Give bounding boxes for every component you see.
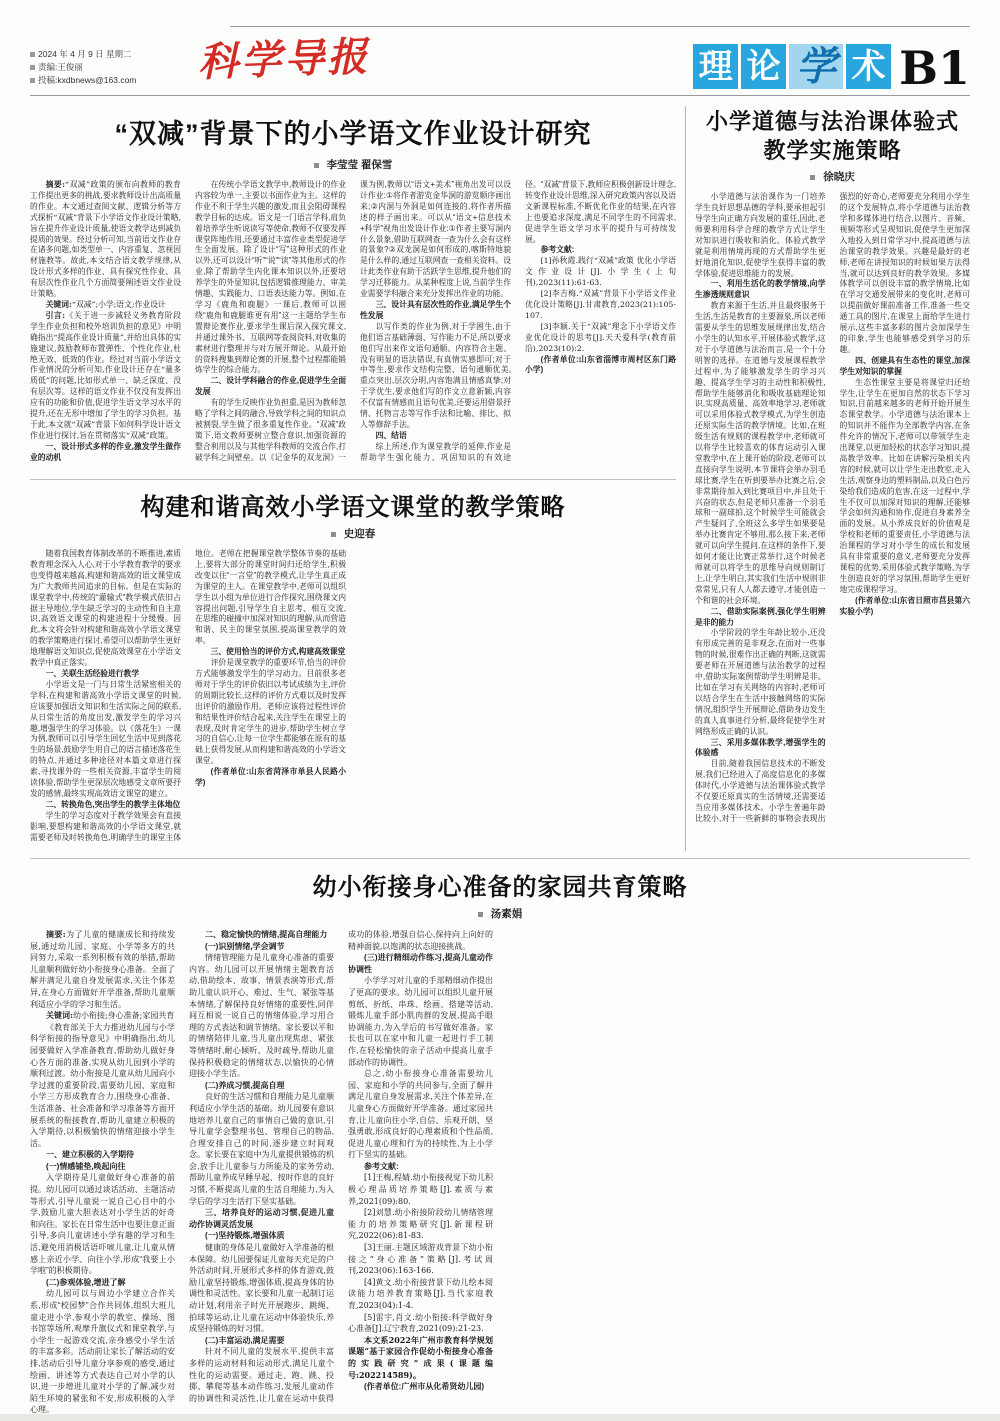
author-names: 汤素娟 bbox=[490, 908, 523, 920]
header-meta bbox=[30, 48, 180, 91]
paragraph: 小学道德与法治课作为一门培养学生良好思想品德的学科,要承担起引导学生向正确方向发展的重任,因此,老师要利用科学合理的教学方式让学生对知识进行吸收和消化。体验式教学就是利用情境再现的方式帮助学生更好地消化知识,促使学生获得丰富的教学体验,促进思维能力的发展。 bbox=[695, 192, 826, 278]
article-byline bbox=[30, 526, 676, 541]
byline-marker-icon bbox=[810, 175, 815, 180]
bullet-icon bbox=[30, 78, 35, 83]
section-heading: 三、培养良好的运动习惯,促进儿童动作协调灵活发展 bbox=[189, 1208, 334, 1229]
paragraph: 关键词:幼小衔接;身心准备;家园共育 bbox=[46, 1010, 175, 1021]
paragraph: 评价是课堂教学的重要环节,恰当的评价方式能够激发学生的学习动力。目前很多老师对于学生的评价依旧以考试成绩为主,评价的周期比较长,这样的评价方式难以及时发挥出评价的激励作用。老师应该将过程性评价和结果性评价结合起来,关注学生在课堂上的表现,及时肯定学生的进步,帮助学生树立学习的自信心,让每一位学生都能够在原有的基础上获得发展,从而构建和谐高效的小学语文课堂。 bbox=[195, 658, 346, 766]
title-line-1: 小学道德与法治课体验式 bbox=[705, 109, 959, 134]
paragraph: 情绪管理能力是儿童身心准备的重要内容。幼儿园可以开展情绪主题教育活动,借助绘本、故事、情景表演等形式,帮助儿童认识开心、难过、生气、紧张等基本情绪,了解保持良好情绪的重要性,同伴间互相说一说自己的情绪体验,学习用合理的方式表达和调节情绪。家长要以平和的情绪陪伴儿童,当儿童出现焦虑、紧张等情绪时,耐心倾听、及时疏导,帮助儿童保持积极稳定的情绪状态,以愉快的心情迎接小学生活。 bbox=[189, 953, 334, 1079]
masthead-logo: 科学导报 bbox=[197, 33, 371, 86]
section-heading: 一、建立积极的入学期待 bbox=[46, 1150, 134, 1160]
paragraph: [3]王丽.主题区域游戏背景下幼小衔接之“身心准备”策略[J].考试周刊,2023(06):163-166. bbox=[348, 1243, 493, 1276]
paragraph: 教育来源于生活,并且最终服务于生活,生活是教育的主要源泉,所以老师需要从学生的思维发展规律出发,结合小学生的认知水平,开展体验式教学,这对于小学道德与法治而言,是一个十分明智的选择。在道德与发展课程教学过程中,为了能够激发学生的学习兴趣、提高学生学习的主动性和积极性,帮助学生能够消化和吸收基础理论知识,实现高质量、高效率地学习,老师就可以采用体验式教学模式,为学生创造还原实际生活的教学情境。比如,在班级生活有规则的课程教学中,老师就可以将学生比较喜欢的体育运动引入课堂教学中,在上课开始的阶段,老师可以直接向学生说明,本节课将会举办羽毛球比赛,学生在听到要举办比赛之后,会非常期待加入到比赛项目中,并且处于兴奋的状态,但是老师只准备一个羽毛球和一副球拍,这个时候学生可能就会产生疑问了,全班这么多学生如果要是举办比赛肯定不够用,那么接下来,老师就可以向学生提问,在这样的条件下,要如何才能让比赛正常举行,这个时候老师就可以将学生的思维导向规则制订上,让学生明白,其实我们生活中规则非常常见,只有人人都去遵守,才能创造一个和谐的社会环境。 bbox=[695, 301, 826, 605]
editor-line bbox=[30, 61, 180, 74]
section-heading: 一、关联生活经验进行教学 bbox=[45, 668, 140, 678]
section-tile: 理 bbox=[693, 44, 738, 89]
paragraph: [4]黄文.幼小衔接背景下幼儿绘本阅读能力培养教育策略[J].当代家庭教育,2023(04):1-4. bbox=[348, 1277, 493, 1310]
submit-email-text: 投稿:kxdbnews@163.com bbox=[38, 75, 137, 85]
section-heading: (二)养成习惯,提高自理 bbox=[205, 1080, 285, 1090]
article-byline bbox=[30, 906, 970, 921]
upper-zone bbox=[30, 102, 970, 851]
paragraph: 本文系2022年广州市教育科学规划课题“基于家园合作促幼小衔接身心准备的实践研究”成果(课题编号:202214589)。 bbox=[348, 1334, 493, 1380]
article-morality-law bbox=[695, 108, 970, 834]
paragraph: 幼儿园可以与周边小学建立合作关系,形成“校园梦”合作共同体,组织大班儿童走进小学,参观小学的教室、操场、图书馆等场所,观摩升旗仪式和课堂教学,与小学生一起游戏交流,亲身感受小学生活的丰富多彩。活动前让家长了解活动的安排,活动后引导儿童分享参观的感受,通过绘画、讲述等方式表达自己对小学的认识,进一步增进儿童对小学的了解,减少对陌生环境的紧张和不安,形成积极的入学心理。 bbox=[30, 1289, 175, 1415]
paragraph: (作者单位:山东省日照市莒县第六实验小学) bbox=[839, 595, 970, 616]
paragraph: (作者单位:山东省淄博市周村区东门路小学) bbox=[525, 354, 676, 375]
paragraph: 关键词:“双减”;小学;语文;作业设计 bbox=[45, 299, 166, 309]
byline-marker-icon bbox=[478, 912, 483, 917]
section-heading: 参考文献: bbox=[364, 1161, 399, 1171]
section-heading: 一、利用生活化的教学情境,向学生渗透规则意识 bbox=[695, 279, 826, 300]
date-text: 2024 年 4 月 9 日 星期二 bbox=[38, 49, 132, 59]
paragraph: 针对不同儿童的发展水平,提供丰富多样的运动材料和运动形式,满足儿童个性化的运动需要。通过走、跑、跳、投掷、攀爬等基本动作练习,发展儿童动作的协调性和灵活性,让儿童在运动中获得成功的体验,增强自信心,保持向上向好的精神面貌,以饱满的状态迎接挑战。 bbox=[189, 930, 493, 1403]
section-heading: 二、稳定愉快的情绪,提高自理能力 bbox=[205, 930, 328, 939]
paragraph: 目前,随着我国信息技术的不断发展,我们已经进入了高度信息化的多媒体时代,小学道德与法治课体验式教学不仅要还原真实的生活情境,还需要适当应用多媒体技术。小学生普遍年龄比较小,对于一些新鲜的事物会表现出强烈的好奇心,老师要充分利用小学生的这个发展特点,将小学道德与法治教学和多媒体进行结合,以图片、音频、视频等形式呈现知识,促使学生更加深入地投入到日常学习中,提高道德与法治课堂的教学效果。兴趣是最好的老师,老师在讲授知识的时候如果方法得当,就可以达到良好的教学效果。多媒体教学可以创设丰富的教学情境,比如在学习交通发展带来的变化时,老师可以提前做好课前准备工作,准备一些交通工具的图片,在课堂上面给学生进行展示,这些丰富多彩的图片会加深学生的印象,学生也能够感受到学习的乐趣。 bbox=[695, 192, 970, 823]
section-heading: 四、创建具有生态性的课堂,加深学生对知识的掌握 bbox=[839, 355, 970, 376]
paragraph: [2]刘慧.幼小衔接阶段幼儿情绪管理能力的培养策略研究[J].新课程研究,2022(06):81-83. bbox=[348, 1208, 493, 1241]
byline-marker-icon bbox=[331, 532, 336, 537]
section-heading: (二)参观体验,增进了解 bbox=[46, 1277, 126, 1287]
author-names: 史迎春 bbox=[343, 528, 376, 540]
paragraph: 总之,幼小衔接身心准备需要幼儿园、家庭和小学的共同参与,全面了解并满足儿童自身发展需求,关注个体差异,在儿童身心方面做好开学准备。通过家园共育,让儿童向往小学,自信、乐观开朗、坚强勇敢,形成良好的心理素质和个性品质,促进儿童心理和行为的持续性,为上小学打下坚实的基础。 bbox=[348, 1069, 493, 1160]
article-title: 构建和谐高效小学语文课堂的教学策略 bbox=[140, 494, 566, 521]
section-banner bbox=[690, 40, 970, 95]
section-heading: (二)丰富运动,满足需要 bbox=[205, 1335, 285, 1345]
right-region bbox=[695, 102, 970, 851]
section-heading: 四、结语 bbox=[375, 430, 407, 440]
article-homework-design bbox=[30, 112, 676, 472]
article-body bbox=[30, 929, 970, 1421]
paragraph: 综上所述,作为课堂教学的延伸,作业是帮助学生强化能力、巩固知识的有效途径。“双减”背景下,教师应积极创新设计理念,转变作业设计思维,深入研究政策内容以及语文新课程标准,不断优化作业的结果,在内容上也要追求深度,满足不同学生的不同需求,促进学生语文学习水平的提升与可持续发展。 bbox=[360, 180, 676, 462]
paragraph: 随着我国教育体制改革的不断推进,素质教育理念深入人心,对于小学教育教学的要求也变得越来越高,构建和谐高效的语文课堂成为广大教师共同追求的目标。但是在实际的课堂教学中,传统的“灌输式”教学模式依旧占据主导地位,学生缺乏学习的主动性和自主意识,高效语文课堂的构建进程十分缓慢。因此,本文将会针对构建和谐高效小学语文课堂的教学策略进行探讨,希望可以帮助学生更好地理解语文知识点,促使高效课堂在小学语文教学中真正落实。 bbox=[30, 549, 181, 668]
paragraph: 《教育部关于大力推进幼儿园与小学科学衔接的指导意见》中明确指出,幼儿园要做好入学准备教育,帮助幼儿做好身心各方面的准备,实现从幼儿园到小学的顺利过渡。幼小衔接是儿童从幼儿园向小学过渡的重要阶段,需要幼儿园、家庭和小学三方形成教育合力,围绕身心准备、生活准备、社会准备和学习准备等方面开展系统的衔接教育,帮助儿童建立积极的入学期待,以积极愉快的情绪迎接小学生活。 bbox=[30, 1022, 175, 1148]
title-line-2: 教学实施策略 bbox=[763, 137, 902, 163]
paragraph: 学生的学习态度对于教学效果会有直接影响,要想构建和谐高效的小学语文课堂,就需要老师及时转换角色,明确学生的课堂主体地位。老师在把握课堂教学整体节奏的基础上,要将大部分的课堂时间归还给学生,积极改变以往“一言堂”的教学模式,让学生真正成为课堂的主人。在课堂教学中,老师可以组织学生以小组为单位进行合作探究,围绕课文内容提出问题,引导学生自主思考、相互交流,在思维的碰撞中加深对知识的理解,从而营造和谐、民主的课堂氛围,提高课堂教学的效率。 bbox=[30, 549, 346, 842]
section-heading: 三、设计具有层次性的作业,满足学生个性发展 bbox=[360, 299, 511, 320]
paragraph: [1]王梅,程婧.幼小衔接视觉下幼儿积极心理品质培养策略[J].素质与素养,2021(09):80. bbox=[348, 1173, 493, 1206]
article-kindergarten-transition bbox=[30, 867, 970, 1421]
paragraph: [1]孙秋霞.践行“双减”政策 优化小学语文作业设计[J].小学生(上旬刊),2023(11):61-63. bbox=[525, 256, 676, 288]
section-tile: 术 bbox=[846, 44, 891, 89]
article-body bbox=[30, 549, 676, 851]
section-heading: 参考文献: bbox=[540, 245, 575, 255]
article-body bbox=[30, 180, 676, 472]
section-tile-art: 学 bbox=[789, 44, 843, 89]
paragraph: 小学语文是一门与日常生活紧密相关的学科,在构建和谐高效小学语文课堂的时候,应该要加强语文知识和生活实际之间的联系,从日常生活的角度出发,激发学生的学习兴趣,增强学生的学习体验。以《落花生》一课为例,教师可以引导学生回忆生活中见到落花生的场景,鼓励学生用自己的语言描述落花生的特点,并通过多种途径对本篇文章进行探索,寻找课外的一些相关资源,丰富学生的阅读体验,帮助学生更深层次地感受文章所要抒发的感情,最终实现高效语文课堂的建立。 bbox=[30, 679, 181, 798]
paragraph: 摘要:“双减”政策的颁布向教师的教育工作提出更多的挑战,要求教师设计出高质量的作业。本文通过查阅文献、逻辑分析等方式探析“双减”背景下小学语文作业设计策略,旨在提升作业设计质量,使语文教学达到减负提质的效果。经过分析可知,当前语文作业存在诸多问题,如类型单一、内容重复、忽视因材施教等。故此,本文结合语文教学规律,从设计形式多样的作业、具有探究性作业、具有层次性作业几个方面简要阐述语文作业设计策略。 bbox=[30, 180, 181, 299]
author-names: 徐晓庆 bbox=[823, 171, 855, 184]
paragraph: 健康的身体是儿童做好入学准备的根本保障。幼儿园要保证儿童每天充足的户外活动时间,开展形式多样的体育游戏,鼓励儿童坚持锻炼,增强体质,提高身体的协调性和灵活性。家长要和儿童一起制订运动计划,利用亲子时光开展跑步、跳绳、拍球等运动,让儿童在运动中体验快乐,养成坚持锻炼的好习惯。 bbox=[189, 1243, 334, 1334]
section-heading: (一)坚持锻炼,增强体质 bbox=[205, 1231, 285, 1241]
paragraph: 在传统小学语文教学中,教师设计的作业内容较为单一,主要以书面作业为主。这样的作业不利于学生兴趣的激发,而且会阻碍课程教学目标的达成。语文是一门语言学科,肩负着培养学生听说读写等使命,教师不仅要发挥课堂阵地作用,还要通过丰富作业类型促进学生全面发展。除了设计“写”这种形式的作业以外,还可以设计“听”“说”“读”等其他形式的作业,除了帮助学生内化课本知识以外,还要培养学生的外显知识,包括逻辑推理能力、审美情趣、实践能力、口语表达能力等。例如,在学习《鹿角和鹿腿》一课后,教师可以围绕“鹿角和鹿腿谁更有用”这一主题给学生布置辩论赛作业,要求学生课后深入探究课文,并通过课外书、互联网等查阅资料,对收集的素材进行整理并与对方展开辩论。从最开始的资料搜集到辩论赛的开展,整个过程都能锻炼学生的综合能力。 bbox=[195, 180, 346, 375]
paragraph: [3]李颖.关于“双减”理念下小学语文作业优化设计的思考[J].天天爱科学(教育前沿),2023(10):2. bbox=[525, 321, 676, 353]
section-heading: 二、借助实际案例,强化学生明辨是非的能力 bbox=[695, 606, 826, 627]
byline-marker-icon bbox=[314, 163, 319, 168]
section-heading: 二、转换角色,突出学生的教学主体地位 bbox=[45, 799, 181, 809]
article-body bbox=[695, 192, 970, 834]
submit-line bbox=[30, 74, 180, 87]
bullet-icon bbox=[30, 65, 35, 70]
paragraph: 小学学习对儿童的手部精细动作提出了更高的要求。幼儿园可以组织儿童开展剪纸、折纸、串珠、绘画、搭建等活动,锻炼儿童手部小肌肉群的发展,提高手眼协调能力,为入学后的书写做好准备。家长也可以在家中和儿童一起进行手工制作,在轻松愉快的亲子活动中提高儿童手部动作的协调性。 bbox=[348, 976, 493, 1067]
paragraph: [5]雷宇,肖文.幼小衔接:科学做好身心准备[J].辽宁教育,2021(09):21-23. bbox=[348, 1312, 493, 1334]
zone-divider-rule bbox=[30, 858, 970, 859]
paragraph: 引言:《关于进一步减轻义务教育阶段学生作业负担和校外培训负担的意见》中明确指出“提高作业设计质量”,并给出具体的实施建议,鼓励教师布置弹性、个性化作业,杜绝无效、低效的作业。经过对当前小学语文作业情况的分析可知,作业设计还存在“量多质低”的问题,比如形式单一、缺乏深度、没有层次等。这样的语文作业不仅没有发挥出应有的功能和价值,促进学生语文学习水平的提升,还在无形中增加了学生的学习负担。基于此,本文就“双减”背景下如何科学设计语文作业进行探讨,旨在贯彻落实“双减”政策。 bbox=[30, 310, 181, 440]
bullet-icon bbox=[30, 52, 35, 57]
article-byline bbox=[695, 169, 970, 184]
paragraph: 以写作类的作业为例,对于学困生,由于他们语言基础薄弱、写作能力不足,所以要求他们写出来作文语句通顺、内容符合主题、没有明显的语法错误,有真情实感即可;对于中等生,要求作文结构完整、语句通顺优美,重点突出,层次分明,内容饱满且情感真挚;对于学优生,要求他们写的作文立意新颖,内容不仅富有情感而且语句优美,还要运用借景抒情、托物言志等写作手法和比喻、排比、拟人等修辞手法。 bbox=[360, 321, 511, 429]
section-heading: 一、设计形式多样的作业,激发学生做作业的动机 bbox=[30, 441, 181, 462]
paragraph: 良好的生活习惯和自理能力是儿童顺利适应小学生活的基础。幼儿园要有意识地培养儿童自己的事情自己做的意识,引导儿童学会整理书包、管理自己的物品,合理安排自己的时间,逐步建立时间观念。家长要在家庭中为儿童提供锻炼的机会,放手让儿童参与力所能及的家务劳动,帮助儿童养成早睡早起、按时作息的良好习惯,不断提高儿童的生活自理能力,为入学后的学习生活打下坚实基础。 bbox=[189, 1092, 334, 1206]
article-harmonious-classroom bbox=[30, 487, 676, 851]
section-heading: 三、采用多媒体教学,增强学生的体验感 bbox=[695, 737, 826, 758]
paragraph: 有的学生反映作业负担重,是因为教师忽略了学科之间的融合,导致学科之间的知识点被割裂,学生做了很多重复性作业。“双减”政策下,语文教师要树立整合意识,加强资源的整合利用以及与其他学科教师的交流合作,打破学科之间壁垒。以《记金华的双龙洞》一课为例,教师以“语文+美术”视角出发可以设计作业:①将作者游览金华洞的游览顺序画出来;②内洞与外洞是如何连接的,将作者所描述的样子画出来。可以从“语文+信息技术+科学”视角出发设计作业:①作者主要写洞内什么景象,借助互联网查一查为什么会有这样的景象?②双龙洞是如何形成的,喀斯特地貌是什么样的,通过互联网查一查相关资料。设计此类作业有助于活跃学生思维,提升他们的学习迁移能力。从某种程度上说,当前学生作业需要学科融合来充分发挥出作业的功能。 bbox=[195, 180, 511, 462]
paragraph: [2]李吉梅.“双减”背景下小学语文作业优化设计策略[J].甘肃教育,2023(21):105-107. bbox=[525, 289, 676, 320]
paragraph: 摘要:为了儿童的健康成长和持续发展,通过幼儿园、家庭、小学等多方的共同努力,采取一系列积极有效的举措,帮助儿童顺利做好幼小衔接身心准备。全面了解并满足儿童自身发展需求,关注个体差异,在身心方面做好开学准备,帮助儿童顺利适应小学的学习和生活。 bbox=[30, 929, 176, 1009]
paragraph: 生态性课堂主要是将课堂归还给学生,让学生在更加自然的状态下学习知识,目前越来越多的老师开始开展生态课堂教学。小学道德与法治课本上的知识并不能作为全部教学内容,在条件允许的情况下,老师可以带领学生走出课堂,以更加轻松的状态学习知识,提高教学效率。比如在讲解污染相关内容的时候,就可以让学生走出教室,走入生活,观察身边的塑料制品,以及白色污染给我们造成的危害,在这一过程中,学生不仅可以加深对知识的理解,还能够学会如何沟通和协作,促进自身素养全面的发展。从小养成良好的价值观是学校和老师的重要责任,小学道德与法治课程的学习对小学生的成长和发展具有非常重要的意义,老师要充分发挥课程的优势,采用体验式教学策略,为学生创造良好的学习氛围,帮助学生更好地完成课程学习。 bbox=[839, 377, 970, 594]
section-heading: (一)识别情绪,学会调节 bbox=[205, 941, 285, 951]
section-heading: (一)情感铺垫,唤起向往 bbox=[46, 1161, 126, 1171]
left-region bbox=[30, 102, 676, 851]
header-bottom-rule bbox=[30, 95, 970, 96]
paragraph: 小学阶段的学生年龄比较小,还没有形成完善的是非观念,在面对一些事物的时候,很难作出正确的判断,这就需要老师在开展道德与法治教学的过程中,借助实际案例帮助学生明辨是非。比如在学习有关网络的内容时,老师可以结合学生在生活中接触网络的实际情况,组织学生开展辩论,借助身边发生的真人真事进行分析,最终促使学生对网络形成正确的认识。 bbox=[695, 628, 826, 736]
paragraph: 入学期待是儿童做好身心准备的前提。幼儿园可以通过谈话活动、主题活动等形式,引导儿童说一说自己心目中的小学,鼓励儿童大胆表达对小学生活的好奇和向往。家长在日常生活中也要注意正面引导,多向儿童讲述小学有趣的学习和生活,避免用消极话语吓唬儿童,让儿童从情感上亲近小学、向往小学,形成“我要上小学啦”的积极期待。 bbox=[30, 1173, 175, 1276]
article-byline bbox=[30, 157, 676, 172]
paragraph: (作者单位:广州市从化希贤幼儿园) bbox=[364, 1382, 484, 1392]
article-title: 幼小衔接身心准备的家园共育策略 bbox=[312, 874, 688, 901]
article-title bbox=[695, 108, 970, 165]
section-heading: 三、使用恰当的评价方式,构建高效课堂 bbox=[210, 647, 346, 657]
page-number: B1 bbox=[899, 40, 970, 95]
article-title: “双减”背景下的小学语文作业设计研究 bbox=[114, 119, 592, 149]
section-heading: 二、设计学科融合的作业,促进学生全面发展 bbox=[195, 376, 346, 397]
section-heading: (三)进行精细动作练习,提高儿童动作协调性 bbox=[348, 953, 493, 974]
section-tile: 论 bbox=[741, 44, 786, 89]
page-header bbox=[30, 29, 970, 95]
vertical-divider-rule bbox=[685, 106, 686, 851]
article-divider-rule bbox=[30, 479, 676, 480]
date-line bbox=[30, 48, 180, 61]
editor-text: 责编:王俊丽 bbox=[38, 62, 83, 72]
paragraph: (作者单位:山东省菏泽市单县人民路小学) bbox=[195, 767, 346, 788]
author-names: 李莹莹 翟保雪 bbox=[326, 159, 393, 171]
